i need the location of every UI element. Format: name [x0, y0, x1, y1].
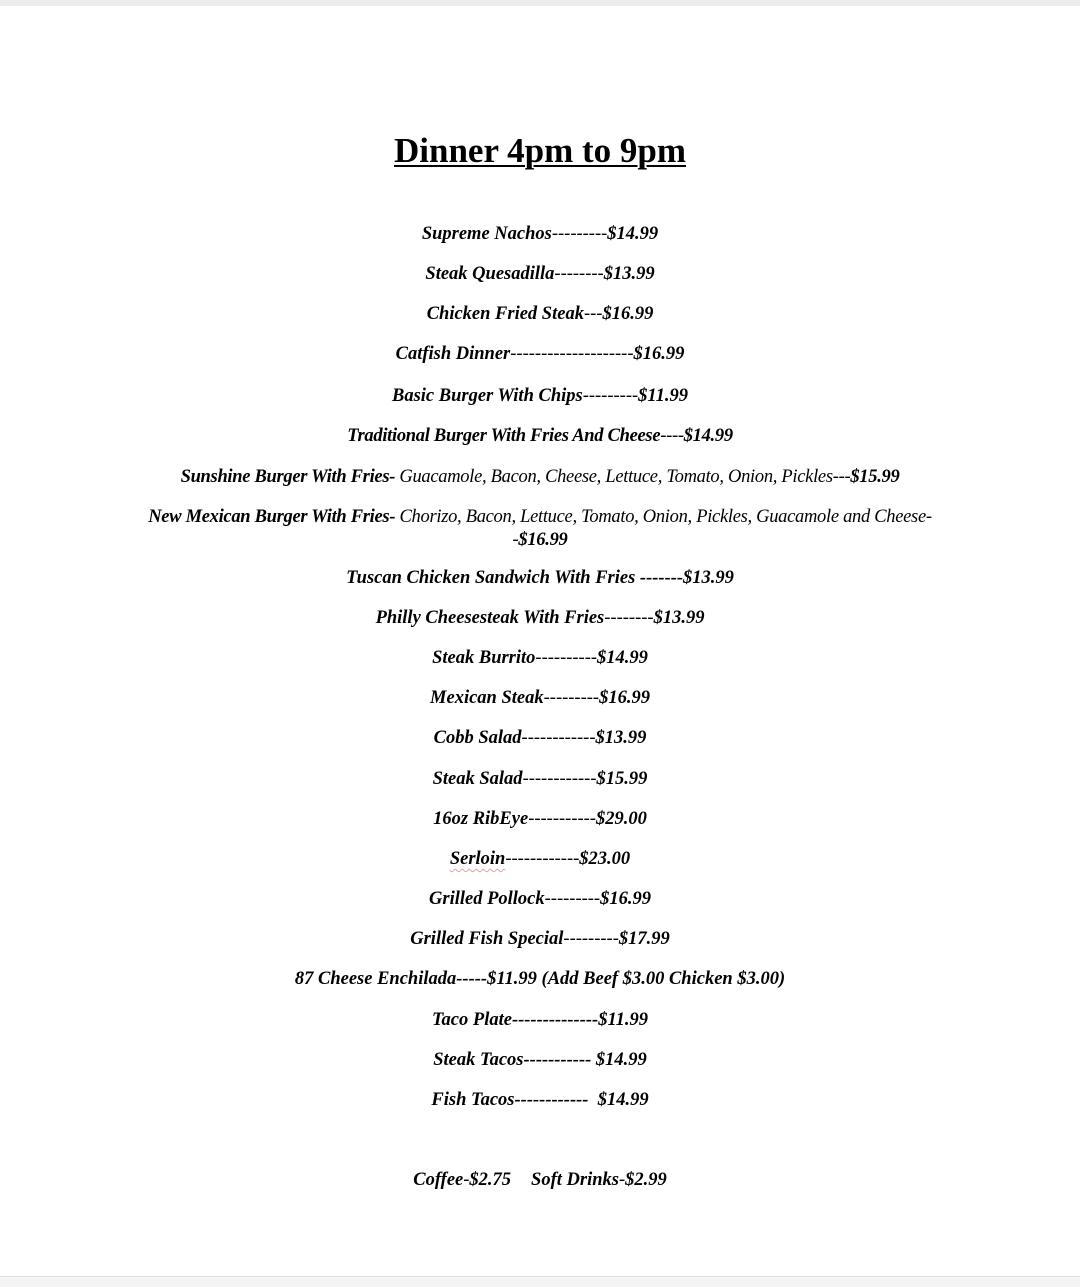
item-name: Mexican Steak [430, 688, 544, 708]
menu-item [140, 607, 940, 630]
item-description: Guacamole, Bacon, Cheese, Lettuce, Tomato, Onion, Pickles [395, 467, 833, 487]
item-name: 87 Cheese Enchilada [294, 969, 457, 989]
drink-soft-drinks [531, 1170, 667, 1190]
item-dashes: -------- [554, 264, 604, 284]
item-price: $13.99 [595, 728, 647, 748]
item-dashes: --------- [551, 224, 608, 244]
item-name: Fish Tacos [431, 1090, 515, 1110]
item-dashes: ---- [660, 426, 684, 446]
item-dashes: --------- [582, 386, 639, 406]
item-dashes: -- [512, 507, 932, 550]
item-name: Grilled Fish Special [410, 929, 564, 949]
item-name: Philly Cheesesteak With Fries [375, 608, 605, 628]
top-border [0, 0, 1080, 6]
item-name: Cobb Salad [433, 728, 522, 748]
item-price: $16.99 [518, 530, 568, 550]
item-dashes: -------- [604, 608, 654, 628]
item-price: $13.99 [683, 568, 734, 588]
item-price: $17.99 [618, 929, 670, 949]
menu-item [140, 343, 940, 366]
item-price: $16.99 [633, 344, 685, 364]
drink-price: $2.75 [469, 1170, 512, 1190]
item-name: Serloin [449, 849, 506, 869]
item-price: $15.99 [850, 467, 900, 487]
item-dashes: ----------- [528, 809, 596, 829]
item-name: Tuscan Chicken Sandwich With Fries [346, 568, 640, 588]
item-name: Chicken Fried Steak [426, 304, 584, 324]
menu-item [140, 727, 940, 750]
item-name: Traditional Burger With Fries And Cheese [347, 426, 661, 446]
drink-dash: - [618, 1170, 626, 1190]
item-name: Grilled Pollock [429, 889, 545, 909]
item-dashes: -------------------- [510, 344, 634, 364]
menu-item [140, 1089, 940, 1112]
item-name: Supreme Nachos [421, 224, 552, 244]
drinks-line [140, 1169, 940, 1192]
item-name: Steak Burrito [432, 648, 536, 668]
item-name: Steak Tacos [433, 1050, 524, 1070]
drink-name: Soft Drinks [531, 1170, 619, 1190]
item-name: Steak Salad [432, 769, 523, 789]
menu-item [140, 647, 940, 670]
menu-item [140, 466, 940, 489]
item-price: $13.99 [603, 264, 655, 284]
item-price: $14.99 [683, 426, 733, 446]
item-description: Chorizo, Bacon, Lettuce, Tomato, Onion, Pickles, Guacamole and Cheese [395, 507, 926, 527]
menu-item [140, 567, 940, 590]
menu-item [140, 425, 940, 448]
drink-name: Coffee [413, 1170, 464, 1190]
item-name: Basic Burger With Chips [391, 386, 583, 406]
item-dashes: ----- [456, 969, 488, 989]
item-dashes: ------------ [514, 1090, 598, 1110]
menu-item [140, 968, 940, 991]
item-dashes: --------- [544, 889, 601, 909]
item-price: $11.99 [638, 386, 689, 406]
item-price: $11.99 [487, 969, 537, 989]
menu-item [140, 1009, 940, 1032]
item-name: Sunshine Burger With Fries- [180, 467, 396, 487]
menu-item [140, 223, 940, 246]
item-name: Catfish Dinner [395, 344, 511, 364]
menu-item [140, 506, 940, 552]
menu-item [140, 303, 940, 326]
item-price: $16.99 [599, 688, 650, 708]
item-name: 16oz RibEye [433, 809, 529, 829]
item-price: $29.00 [595, 809, 647, 829]
menu-item [140, 1049, 940, 1072]
item-dashes: ----------- [523, 1050, 596, 1070]
menu-item [140, 888, 940, 911]
item-dashes: --- [583, 304, 603, 324]
drink-coffee [413, 1170, 511, 1190]
item-price: $16.99 [600, 889, 651, 909]
item-dashes: ---------- [535, 648, 598, 668]
item-note: (Add Beef $3.00 Chicken $3.00) [536, 969, 786, 989]
item-name: Steak Quesadilla [425, 264, 555, 284]
item-name: Taco Plate [431, 1010, 512, 1030]
item-price: $13.99 [653, 608, 705, 628]
item-dashes: ------- [639, 568, 684, 588]
menu-item [140, 687, 940, 710]
item-price: $16.99 [602, 304, 654, 324]
bottom-border [0, 1276, 1080, 1287]
item-dashes: -------------- [511, 1010, 599, 1030]
item-price: $11.99 [598, 1010, 649, 1030]
item-price: $14.99 [595, 1050, 647, 1070]
item-dashes: ------------ [521, 728, 596, 748]
menu-item [140, 848, 940, 871]
page-title: Dinner 4pm to 9pm [393, 131, 686, 170]
drink-dash: - [463, 1170, 470, 1190]
drink-price: $2.99 [625, 1170, 667, 1190]
menu-item [140, 928, 940, 951]
menu-item [140, 768, 940, 791]
menu-item [140, 808, 940, 831]
item-price: $14.99 [607, 224, 659, 244]
item-dashes: --- [832, 467, 851, 487]
menu-item [140, 385, 940, 408]
item-price: $23.00 [579, 849, 631, 869]
item-price: $14.99 [597, 648, 648, 668]
item-dashes: --------- [543, 688, 600, 708]
item-dashes: --------- [563, 929, 619, 949]
item-price: $15.99 [596, 769, 648, 789]
item-dashes: ------------ [522, 769, 597, 789]
item-dashes: ------------ [505, 849, 580, 869]
menu-item [140, 263, 940, 286]
item-name: New Mexican Burger With Fries- [148, 507, 396, 527]
item-price: $14.99 [597, 1090, 649, 1110]
